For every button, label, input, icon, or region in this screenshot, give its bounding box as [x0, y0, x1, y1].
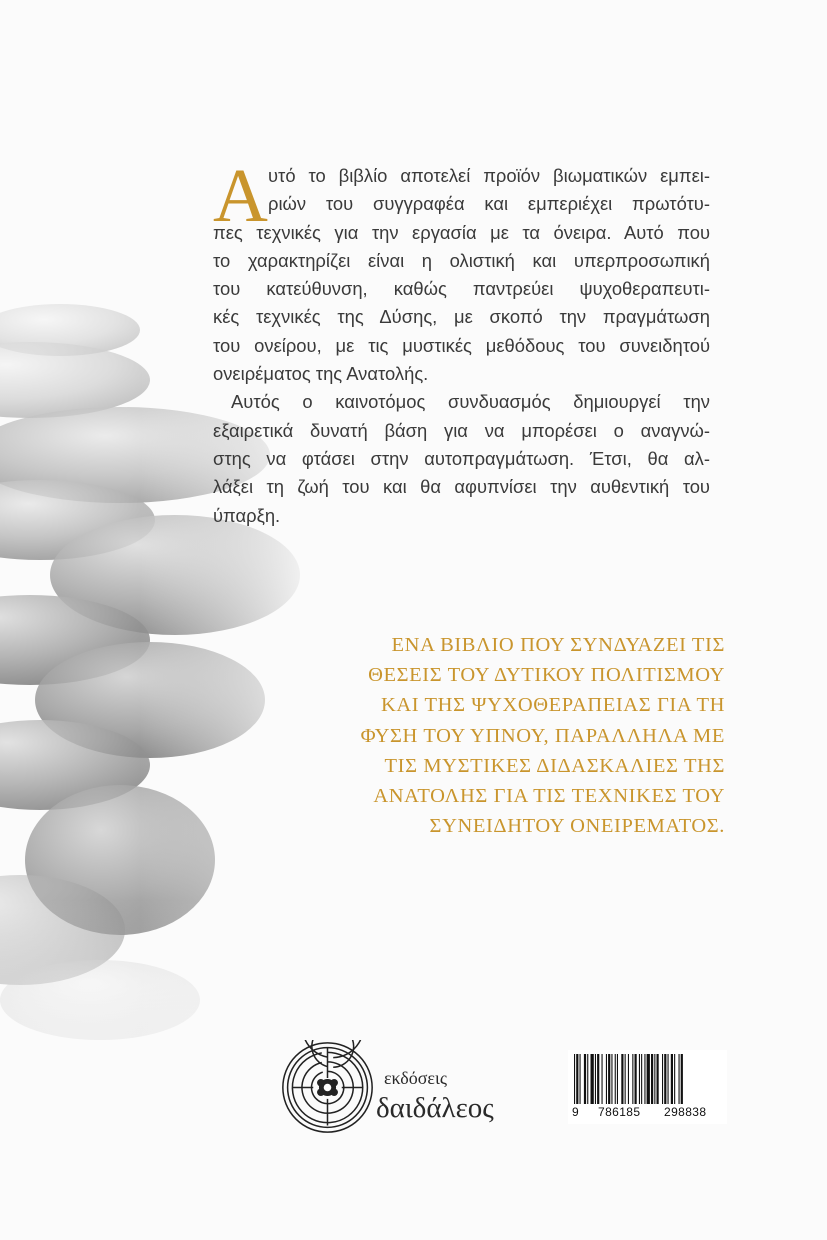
tagline-line: ΘΕΣΕΙΣ ΤΟΥ ΔΥΤΙΚΟΥ ΠΟΛΙΤΙΣΜΟΥ [368, 664, 725, 687]
barcode-bar [597, 1054, 599, 1104]
barcode-bar [681, 1054, 683, 1104]
barcode-bar [584, 1054, 586, 1104]
blurb-line: το χαρακτηρίζει είναι η ολιστική και υπερπροσωπική [213, 249, 710, 271]
barcode-bar [611, 1054, 612, 1104]
blurb-text [213, 154, 710, 530]
barcode-bar [668, 1054, 669, 1104]
tagline-line: ΑΝΑΤΟΛΗΣ ΓΙΑ ΤΙΣ ΤΕΧΝΙΚΕΣ ΤΟΥ [373, 785, 725, 808]
blurb-line: υτό το βιβλίο αποτελεί προϊόν βιωματικών εμπει- [268, 165, 710, 186]
publisher-name: δαιδάλεος [376, 1092, 494, 1124]
barcode-bars [572, 1054, 723, 1104]
blurb-line: πες τεχνικές για την εργασία με τα όνειρα. Αυτό που [213, 221, 710, 243]
barcode-bar [674, 1054, 675, 1104]
isbn-digit-group: 9 [572, 1105, 580, 1119]
barcode-bar [641, 1054, 642, 1104]
isbn-barcode [568, 1050, 727, 1124]
barcode-bar [587, 1054, 588, 1104]
isbn-number [572, 1105, 723, 1121]
isbn-digit-group: 298838 [664, 1105, 707, 1119]
barcode-bar [595, 1054, 596, 1104]
blurb-line: ύπαρξη. [213, 504, 281, 526]
barcode-bar [580, 1054, 581, 1104]
barcode-bar [664, 1054, 666, 1104]
tagline-line: ΚΑΙ ΤΗΣ ΨΥΧΟΘΕΡΑΠΕΙΑΣ ΓΙΑ ΤΗ [380, 694, 725, 717]
blurb-line: κές τεχνικές της Δύσης, με σκοπό την πραγμάτωση [213, 306, 710, 328]
barcode-bar [662, 1054, 663, 1104]
barcode-bar [671, 1054, 673, 1104]
drop-cap: Α [213, 154, 268, 238]
blurb-line: ριών του συγγραφέα και εμπεριέχει πρωτότυ- [268, 193, 710, 215]
barcode-bar [625, 1054, 626, 1104]
barcode-bar [602, 1054, 603, 1104]
labyrinth-icon [280, 1040, 375, 1135]
blurb-line: του ονείρου, με τις μυστικές μεθόδους του συνειδητού [213, 334, 710, 356]
barcode-bar [591, 1054, 594, 1104]
barcode-bar [632, 1054, 633, 1104]
barcode-bar [608, 1054, 610, 1104]
blurb-line: ονειρέματος της Ανατολής. [213, 363, 429, 385]
blurb-line: εξαιρετικά δυνατή βάση για να μπορέσει ο αναγνώ- [213, 419, 710, 441]
publisher-label: εκδόσεις [384, 1068, 447, 1088]
barcode-bar [576, 1054, 578, 1104]
tagline-line: ΦΥΣΗ ΤΟΥ ΥΠΝΟΥ, ΠΑΡΑΛΛΗΛΑ ΜΕ [360, 724, 725, 747]
blurb-line: του κατεύθυνση, καθώς παντρεύει ψυχοθεραπευτι- [213, 278, 710, 300]
barcode-bar [647, 1054, 650, 1104]
barcode-bar [644, 1054, 645, 1104]
barcode-bar [651, 1054, 653, 1104]
barcode-bar [679, 1054, 680, 1104]
blurb-line: λάξει τη ζωή του και θα αφυπνίσει την αυθεντική του [213, 476, 710, 498]
barcode-bar [635, 1054, 637, 1104]
tagline-line: ΤΙΣ ΜΥΣΤΙΚΕΣ ΔΙΔΑΣΚΑΛΙΕΣ ΤΗΣ [384, 754, 725, 777]
tagline-line: ΣΥΝΕΙΔΗΤΟΥ ΟΝΕΙΡΕΜΑΤΟΣ. [429, 815, 725, 838]
tagline [315, 630, 725, 841]
tagline-line: ΕΝΑ ΒΙΒΛΙΟ ΠΟΥ ΣΥΝΔΥΑΖΕΙ ΤΙΣ [391, 634, 725, 656]
barcode-bar [615, 1054, 616, 1104]
barcode-bar [654, 1054, 655, 1104]
barcode-bar [574, 1054, 575, 1104]
barcode-bar [628, 1054, 629, 1104]
barcode-bar [617, 1054, 618, 1104]
barcode-bar [639, 1054, 640, 1104]
barcode-bar [621, 1054, 623, 1104]
blurb-line: στης να φτάσει στην αυτοπραγμάτωση. Έτσι, θα αλ- [213, 447, 710, 469]
publisher-logo [280, 1040, 510, 1140]
barcode-bar [606, 1054, 607, 1104]
barcode-bar [657, 1054, 659, 1104]
blurb-line: Αυτός ο καινοτόμος συνδυασμός δημιουργεί την [231, 391, 710, 413]
isbn-digit-group: 786185 [598, 1105, 641, 1119]
